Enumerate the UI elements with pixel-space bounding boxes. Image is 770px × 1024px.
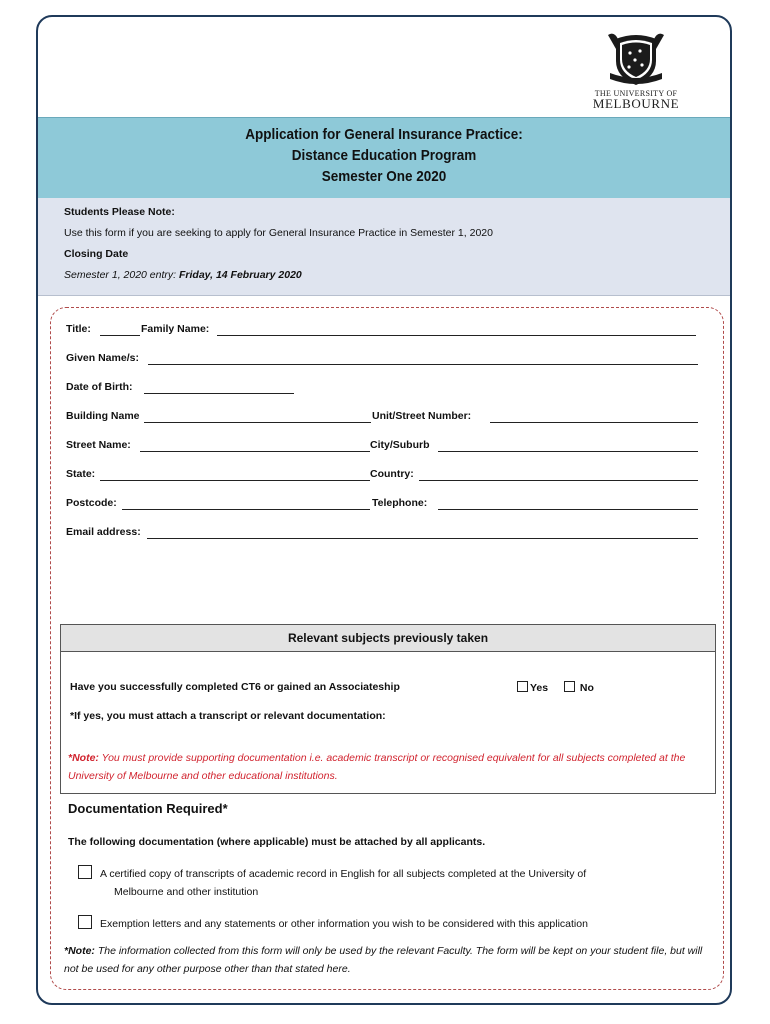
supporting-docs-note [68, 749, 698, 785]
postcode-input[interactable] [122, 509, 370, 510]
documentation-heading: Documentation Required* [68, 801, 228, 816]
exemption-item [78, 915, 588, 933]
email-label: Email address: [66, 526, 141, 538]
exemption-text: Exemption letters and any statements or other information you wish to be considered with this application [100, 918, 588, 930]
privacy-note-label: *Note: [64, 945, 95, 957]
no-option[interactable] [564, 681, 594, 694]
street-name-input[interactable] [140, 451, 370, 452]
privacy-note-text: The information collected from this form will only be used by the relevant Faculty. The form will be kept on your student file, but will not be used for any other purpose other than that stated here. [64, 945, 703, 975]
no-checkbox[interactable] [564, 681, 575, 692]
country-input[interactable] [419, 480, 698, 481]
building-name-label: Building Name [66, 410, 140, 422]
city-label: City/Suburb [370, 439, 430, 451]
transcript-item [78, 865, 586, 901]
attach-instruction: *If yes, you must attach a transcript or relevant documentation: [70, 710, 386, 722]
form-title-line1: Application for General Insurance Practice: [245, 126, 523, 143]
telephone-label: Telephone: [372, 497, 428, 509]
relevant-subjects-heading: Relevant subjects previously taken [61, 625, 715, 652]
privacy-note [64, 942, 704, 978]
yes-option[interactable] [517, 681, 548, 694]
state-label: State: [66, 468, 96, 480]
title-input[interactable] [100, 335, 140, 336]
postcode-label: Postcode: [66, 497, 117, 509]
closing-heading: Closing Date [64, 248, 129, 260]
logo-text-bottom: MELBOURNE [592, 96, 680, 111]
city-input[interactable] [438, 451, 698, 452]
dob-input[interactable] [144, 393, 294, 394]
transcript-text-line2: Melbourne and other institution [114, 886, 259, 898]
street-name-label: Street Name: [66, 439, 131, 451]
dob-label: Date of Birth: [66, 381, 133, 393]
notice-text: Use this form if you are seeking to apply for General Insurance Practice in Semester 1, 2020 [64, 227, 493, 239]
university-logo [586, 29, 686, 110]
ct6-question: Have you successfully completed CT6 or gained an Associateship [70, 681, 400, 693]
note-label: *Note: [68, 752, 99, 764]
form-title-line2: Distance Education Program [291, 147, 477, 164]
state-input[interactable] [100, 480, 370, 481]
family-name-input[interactable] [217, 335, 696, 336]
closing-prefix: Semester 1, 2020 entry: [64, 269, 179, 281]
title-label: Title: [66, 323, 91, 335]
note-text: You must provide supporting documentation i.e. academic transcript or recognised equivalent for all subjects completed at the University of Melbourne and other educational institutions. [68, 752, 686, 782]
yes-checkbox[interactable] [517, 681, 528, 692]
logo-text-top: THE UNIVERSITY OF [594, 89, 678, 98]
crest-icon [606, 29, 666, 87]
given-names-input[interactable] [148, 364, 698, 365]
country-label: Country: [370, 468, 414, 480]
telephone-input[interactable] [438, 509, 698, 510]
closing-date: Friday, 14 February 2020 [178, 269, 302, 281]
notice-heading: Students Please Note: [64, 206, 175, 218]
relevant-subjects-section [60, 624, 716, 794]
yes-label: Yes [530, 682, 549, 694]
form-page [36, 15, 732, 1005]
unit-street-label: Unit/Street Number: [372, 410, 472, 422]
given-names-label: Given Name/s: [66, 352, 139, 364]
no-label: No [579, 682, 594, 694]
closing-date-line [64, 269, 730, 281]
student-notice [38, 198, 730, 296]
family-name-label: Family Name: [141, 323, 210, 335]
transcript-checkbox[interactable] [78, 865, 92, 879]
building-name-input[interactable] [144, 422, 371, 423]
transcript-text-line1: A certified copy of transcripts of academic record in English for all subjects completed at the University of [100, 868, 587, 880]
exemption-checkbox[interactable] [78, 915, 92, 929]
email-input[interactable] [147, 538, 698, 539]
title-banner [38, 117, 730, 199]
form-title-line3: Semester One 2020 [321, 168, 447, 185]
unit-street-input[interactable] [490, 422, 698, 423]
documentation-subheading: The following documentation (where applicable) must be attached by all applicants. [68, 836, 486, 848]
